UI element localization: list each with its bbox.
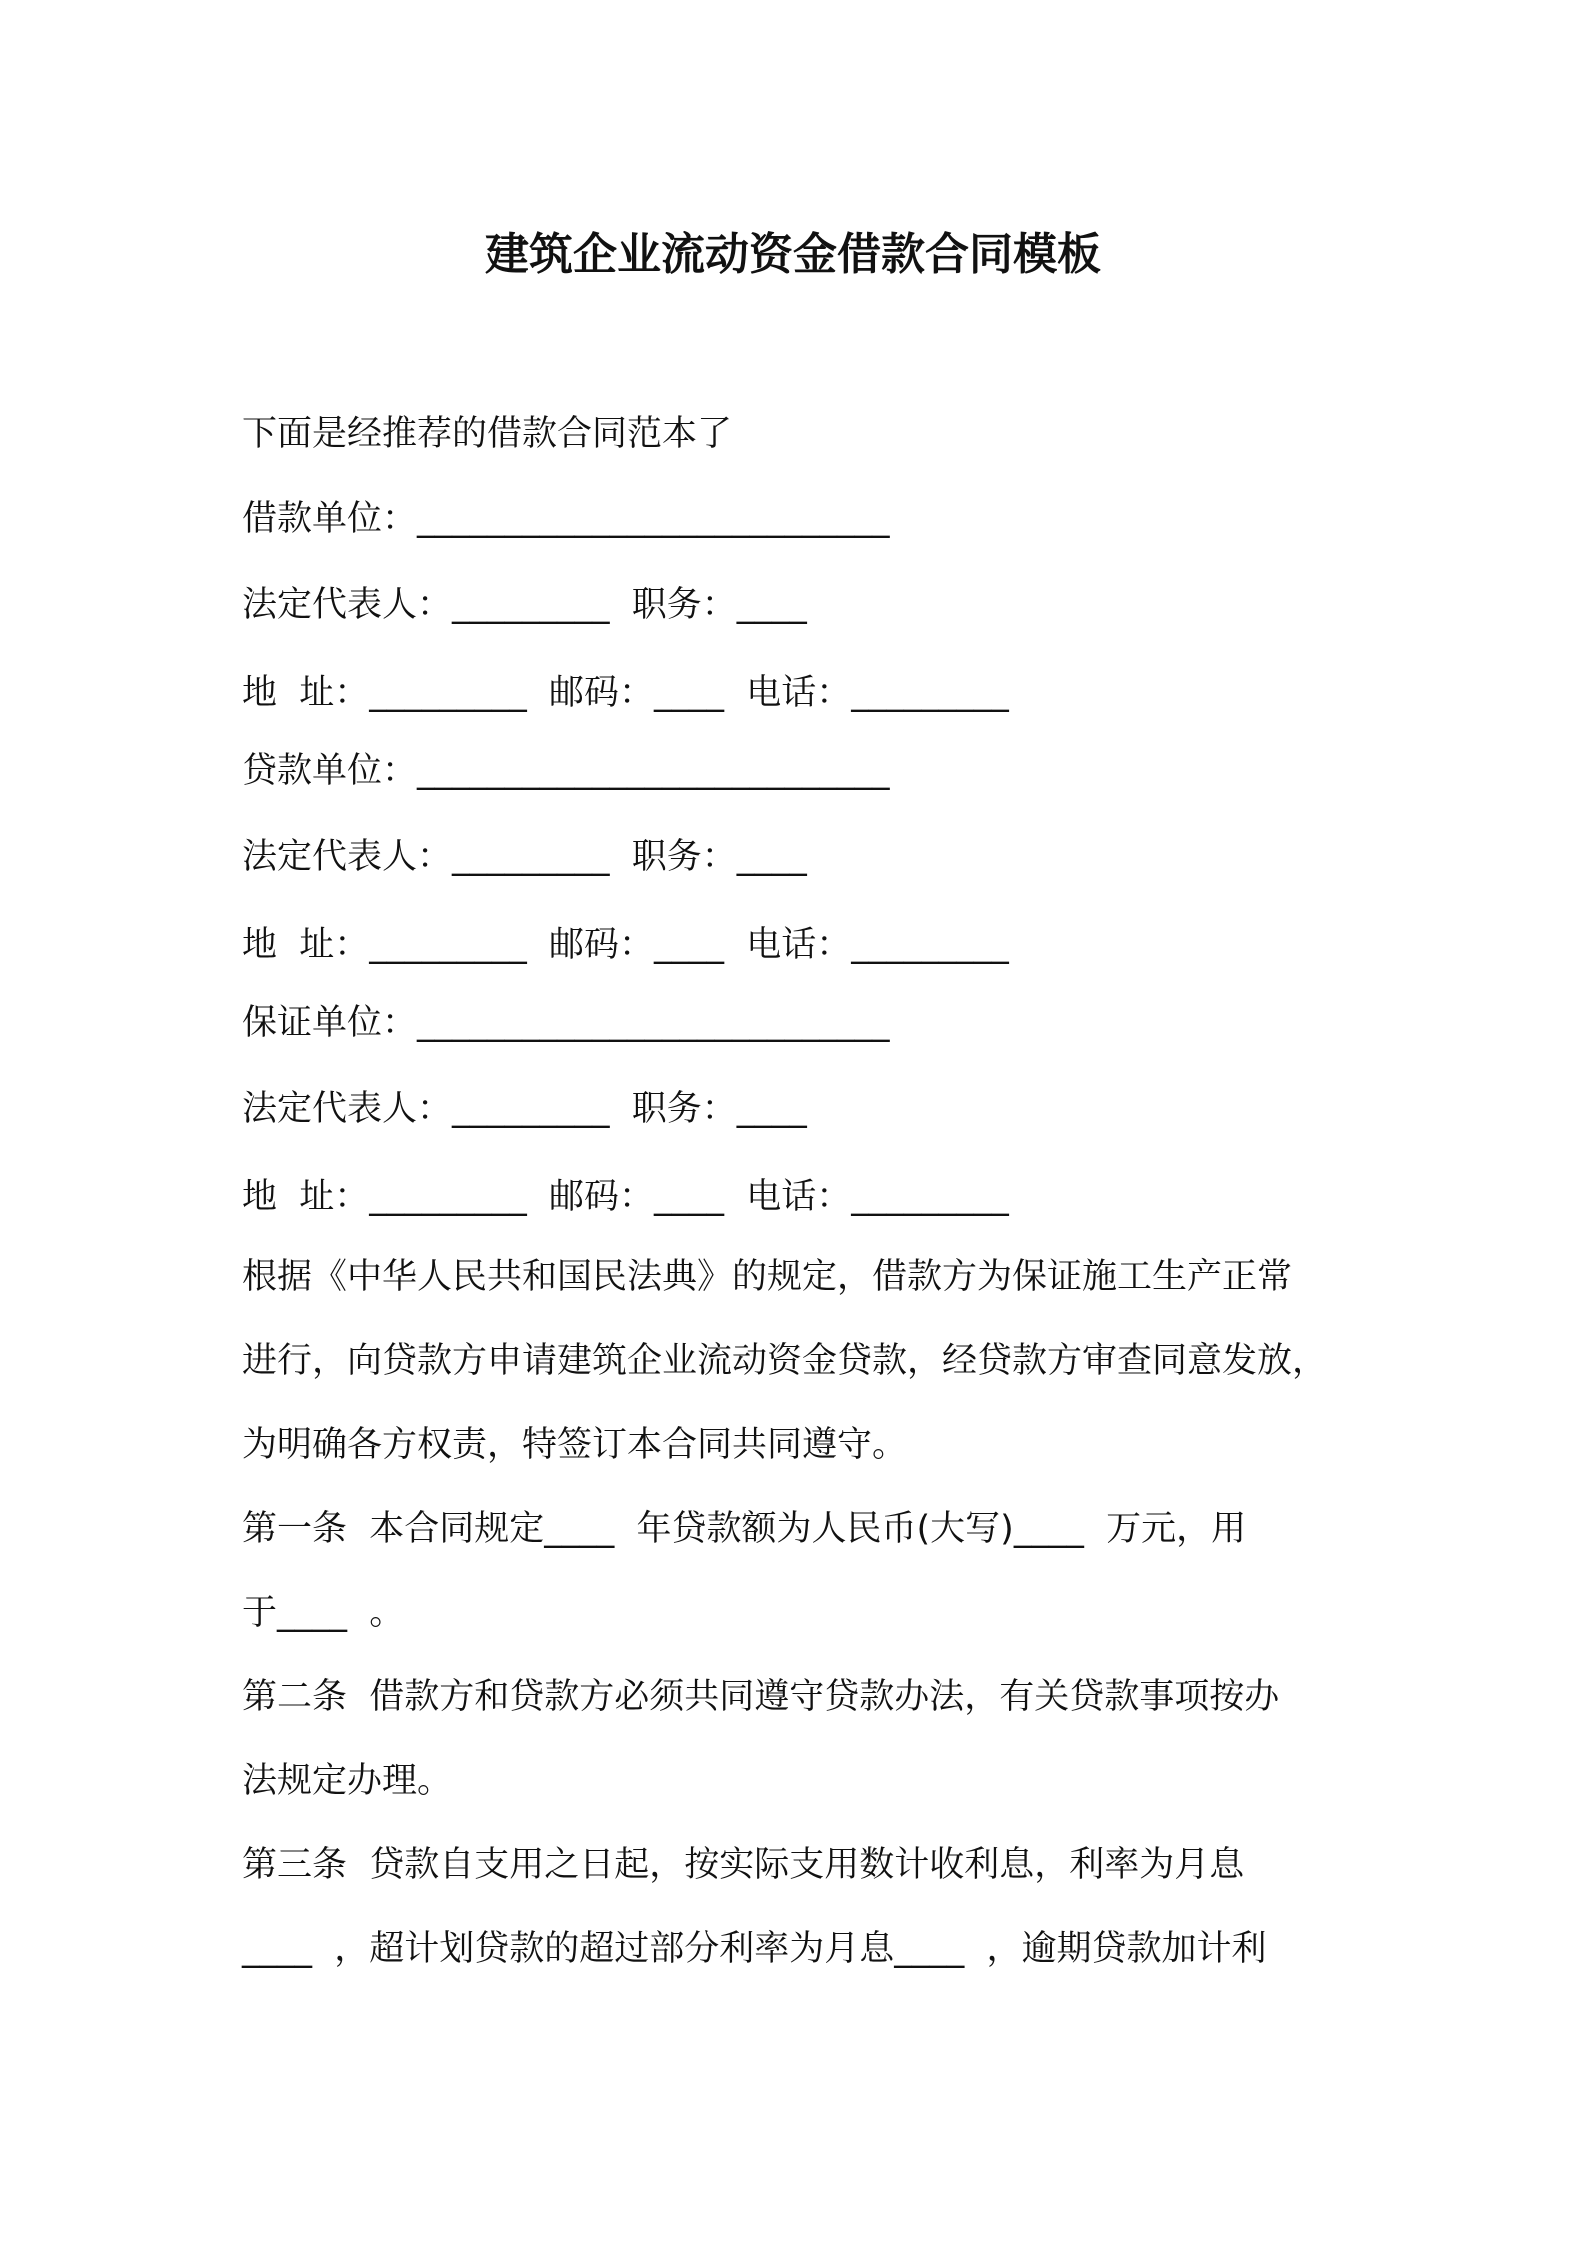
document-title: 建筑企业流动资金借款合同模板 [485, 229, 1101, 280]
borrower-rep-line: 法定代表人：_________ 职务：____ [242, 585, 807, 625]
body-paragraph-line-1: 根据《中华人民共和国民法典》的规定，借款方为保证施工生产正常 [242, 1257, 1293, 1297]
lender-unit-line: 贷款单位：___________________________ [242, 751, 890, 791]
article-1-line-2: 于____ 。 [242, 1593, 405, 1633]
lender-rep-line: 法定代表人：_________ 职务：____ [242, 837, 807, 877]
article-1-line-1: 第一条 本合同规定____ 年贷款额为人民币(大写)____ 万元，用 [242, 1509, 1247, 1549]
article-3-line-2: ____ ，超计划贷款的超过部分利率为月息____ ，逾期贷款加计利 [242, 1929, 1267, 1969]
borrower-unit-line: 借款单位：___________________________ [242, 499, 890, 539]
article-2-line-1: 第二条 借款方和贷款方必须共同遵守贷款办法，有关贷款事项按办 [242, 1677, 1280, 1717]
article-3-line-1: 第三条 贷款自支用之日起，按实际支用数计收利息，利率为月息 [242, 1845, 1245, 1885]
guarantor-unit-line: 保证单位：___________________________ [242, 1003, 890, 1043]
lender-address-line: 地 址：_________ 邮码：____ 电话：_________ [242, 925, 1009, 965]
body-paragraph-line-3: 为明确各方权责，特签订本合同共同遵守。 [242, 1425, 908, 1465]
guarantor-address-line: 地 址：_________ 邮码：____ 电话：_________ [242, 1177, 1009, 1217]
borrower-address-line: 地 址：_________ 邮码：____ 电话：_________ [242, 673, 1009, 713]
guarantor-rep-line: 法定代表人：_________ 职务：____ [242, 1089, 807, 1129]
body-paragraph-line-2: 进行，向贷款方申请建筑企业流动资金贷款，经贷款方审查同意发放， [242, 1341, 1328, 1381]
intro-line: 下面是经推荐的借款合同范本了 [242, 414, 733, 454]
article-2-line-2: 法规定办理。 [242, 1761, 453, 1801]
